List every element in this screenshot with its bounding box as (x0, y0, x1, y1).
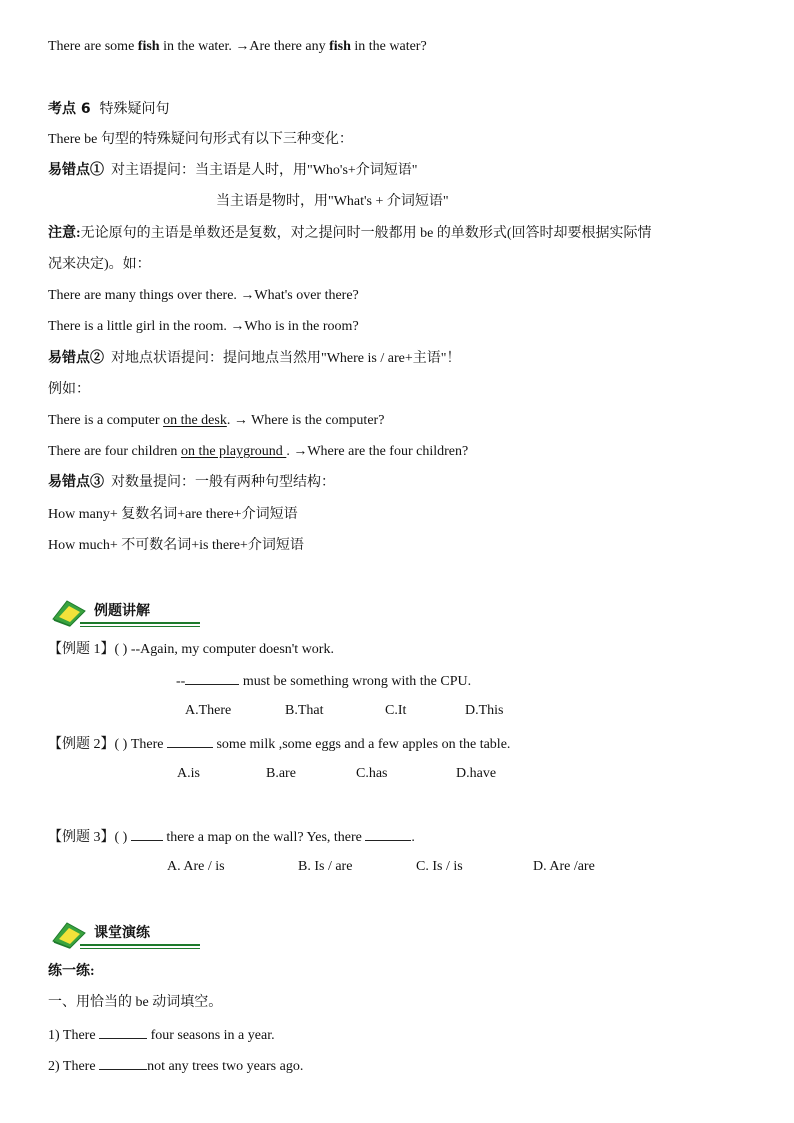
example-sentence-3: There is a computer on the desk. → Where is the computer? (48, 413, 385, 428)
banner-title: 例题讲解 (94, 603, 150, 619)
q2-option-b[interactable]: B.are (266, 766, 296, 781)
answer-blank[interactable] (185, 672, 239, 685)
practice-banner (50, 919, 175, 951)
banner-underline (80, 944, 200, 946)
error-point-2: 易错点② 对地点状语提问：提问地点当然用"Where is / are+主语"！ (48, 351, 461, 366)
error-point-1-line2: 当主语是物时，用"What's + 介词短语" (216, 194, 449, 209)
example-label: 例如： (48, 382, 90, 397)
q3-option-d[interactable]: D. Are /are (533, 859, 595, 874)
note-line: 注意:无论原句的主语是单数还是复数，对之提问时一般都用 be 的单数形式(回答时却要根据实际情 (48, 226, 652, 241)
banner-title: 课堂演练 (94, 925, 150, 941)
q3-option-c[interactable]: C. Is / is (416, 859, 463, 874)
banner-underline-thin (80, 948, 200, 949)
answer-blank[interactable] (99, 1057, 147, 1070)
section-intro: There be 句型的特殊疑问句形式有以下三种变化： (48, 132, 353, 147)
q2-option-a[interactable]: A.is (177, 766, 200, 781)
practice-item-2: 2) There not any trees two years ago. (48, 1059, 304, 1074)
pattern-how-many: How many+ 复数名词+are there+介词短语 (48, 507, 298, 522)
practice-label: 练一练: (48, 964, 95, 979)
error-point-1: 易错点① 对主语提问：当主语是人时，用"Who's+介词短语" (48, 163, 418, 178)
q1-option-c[interactable]: C.It (385, 703, 407, 718)
pattern-how-much: How much+ 不可数名词+is there+介词短语 (48, 538, 304, 553)
question-1-line2: -- must be something wrong with the CPU. (176, 674, 472, 689)
q2-option-d[interactable]: D.have (456, 766, 497, 781)
note-line-2: 况来决定)。如： (48, 257, 151, 272)
q3-option-b[interactable]: B. Is / are (298, 859, 353, 874)
top-example-sentence: There are some fish in the water. →Are there any fish in the water? (48, 39, 427, 54)
practice-item-1: 1) There four seasons in a year. (48, 1028, 275, 1043)
error-point-3: 易错点③ 对数量提问：一般有两种句型结构： (48, 475, 335, 490)
question-2: 【例题 2】( ) There some milk ,some eggs and a few apples on the table. (48, 737, 511, 752)
answer-blank[interactable] (131, 828, 163, 841)
q1-option-a[interactable]: A.There (185, 703, 232, 718)
answer-blank[interactable] (365, 828, 411, 841)
q1-option-b[interactable]: B.That (285, 703, 324, 718)
answer-blank[interactable] (99, 1026, 147, 1039)
question-3: 【例题 3】( ) there a map on the wall? Yes, there . (48, 830, 415, 845)
q2-option-c[interactable]: C.has (356, 766, 388, 781)
banner-underline-thin (80, 626, 200, 627)
answer-blank[interactable] (167, 735, 213, 748)
example-banner (50, 597, 175, 629)
example-sentence-2: There is a little girl in the room. →Who is in the room? (48, 319, 359, 334)
banner-underline (80, 622, 200, 624)
question-1: 【例题 1】( ) --Again, my computer doesn't work. (48, 642, 334, 657)
example-sentence-1: There are many things over there. →What's over there? (48, 288, 359, 303)
q3-option-a[interactable]: A. Are / is (167, 859, 225, 874)
q1-option-d[interactable]: D.This (465, 703, 504, 718)
section-heading: 考点 6 特殊疑问句 (48, 101, 170, 117)
example-sentence-4: There are four children on the playground . →Where are the four children? (48, 444, 469, 459)
practice-instruction: 一、用恰当的 be 动词填空。 (48, 995, 223, 1010)
